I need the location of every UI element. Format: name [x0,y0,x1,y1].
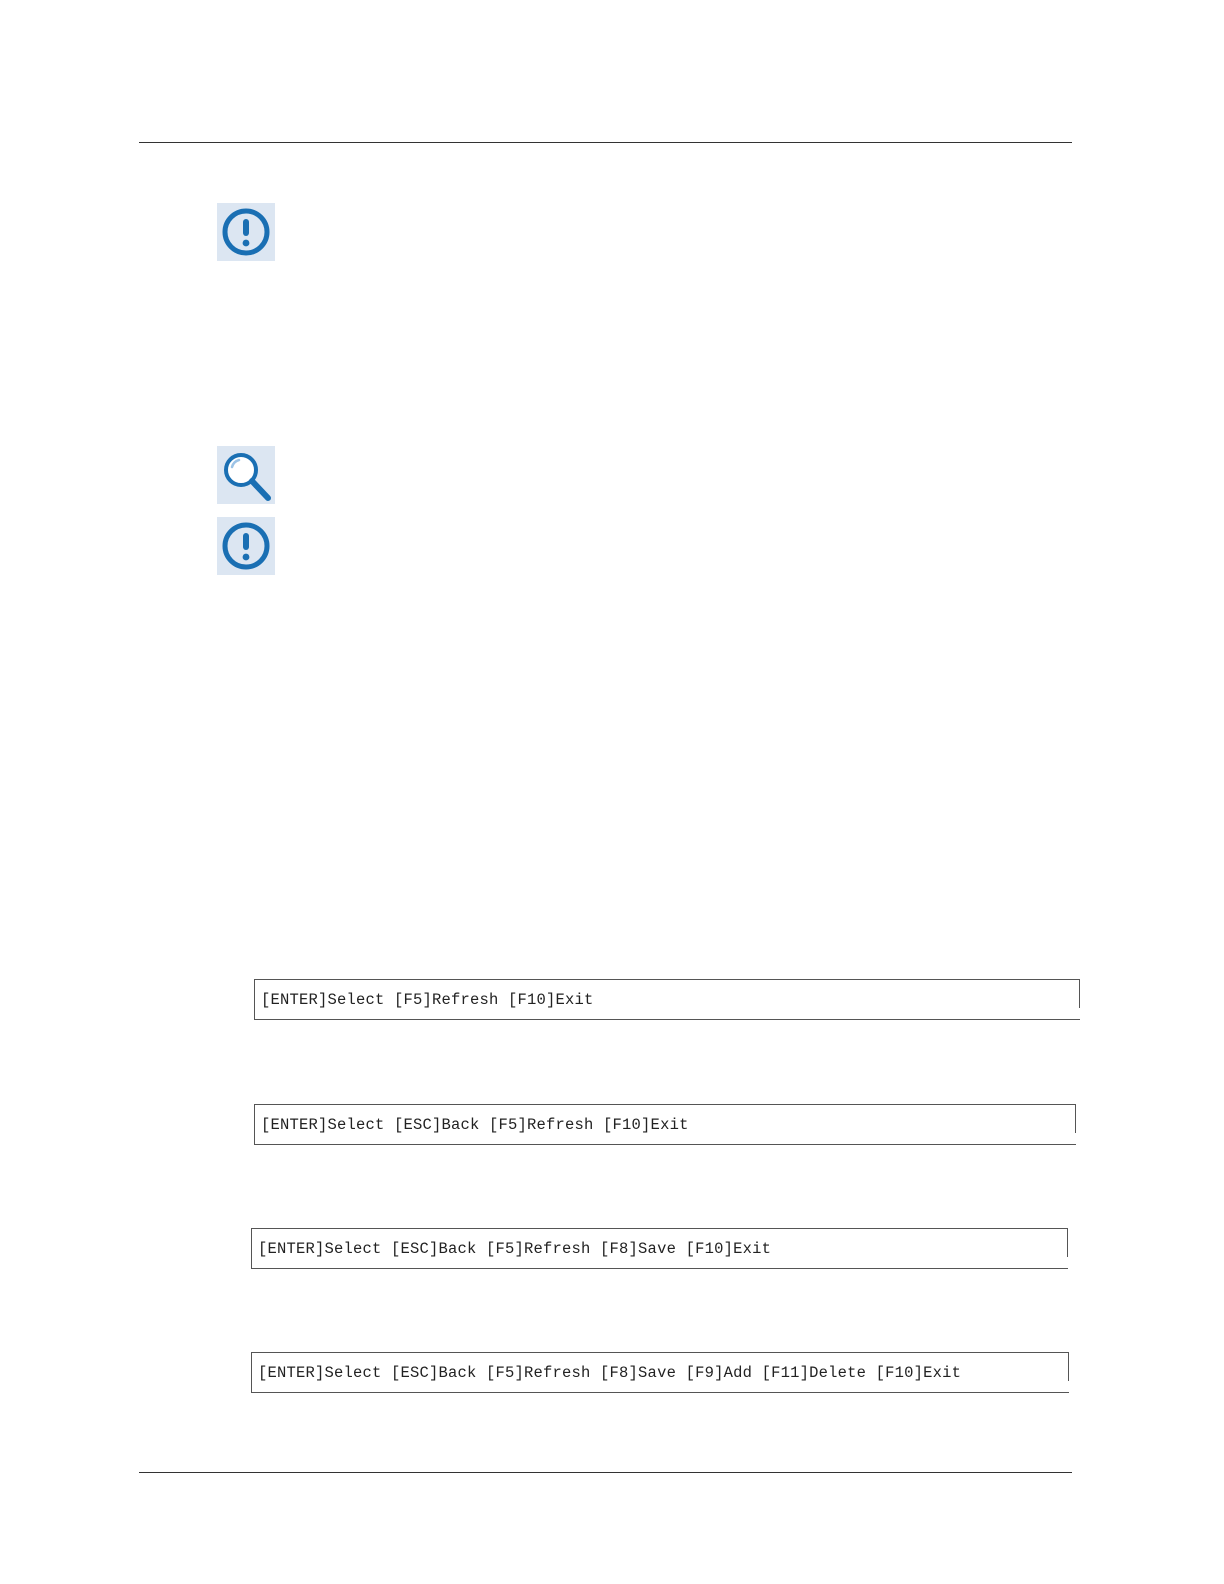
key-bar-4-edge [1068,1353,1069,1381]
key-bar-3-text: [ENTER]Select [ESC]Back [F5]Refresh [F8]Save [F10]Exit [258,1240,772,1258]
key-bar-1 [254,979,1080,1020]
key-bar-4-text: [ENTER]Select [ESC]Back [F5]Refresh [F8]Save [F9]Add [F11]Delete [F10]Exit [258,1364,962,1382]
key-bar-2 [254,1104,1076,1145]
key-bar-2-text: [ENTER]Select [ESC]Back [F5]Refresh [F10]Exit [261,1116,689,1134]
key-bar-1-edge [1079,980,1080,1008]
key-bar-3-edge [1067,1229,1068,1257]
key-bar-3 [251,1228,1068,1269]
magnifier-icon [217,446,275,504]
caution-icon-box-1 [217,203,275,261]
footer-rule [139,1472,1072,1473]
caution-icon-box-2 [217,517,275,575]
key-bar-1-text: [ENTER]Select [F5]Refresh [F10]Exit [261,991,594,1009]
note-icon-box [217,446,275,504]
key-bar-2-edge [1075,1105,1076,1133]
header-rule [139,142,1072,143]
key-bar-4 [251,1352,1069,1393]
exclamation-circle-icon [217,517,275,575]
exclamation-circle-icon [217,203,275,261]
